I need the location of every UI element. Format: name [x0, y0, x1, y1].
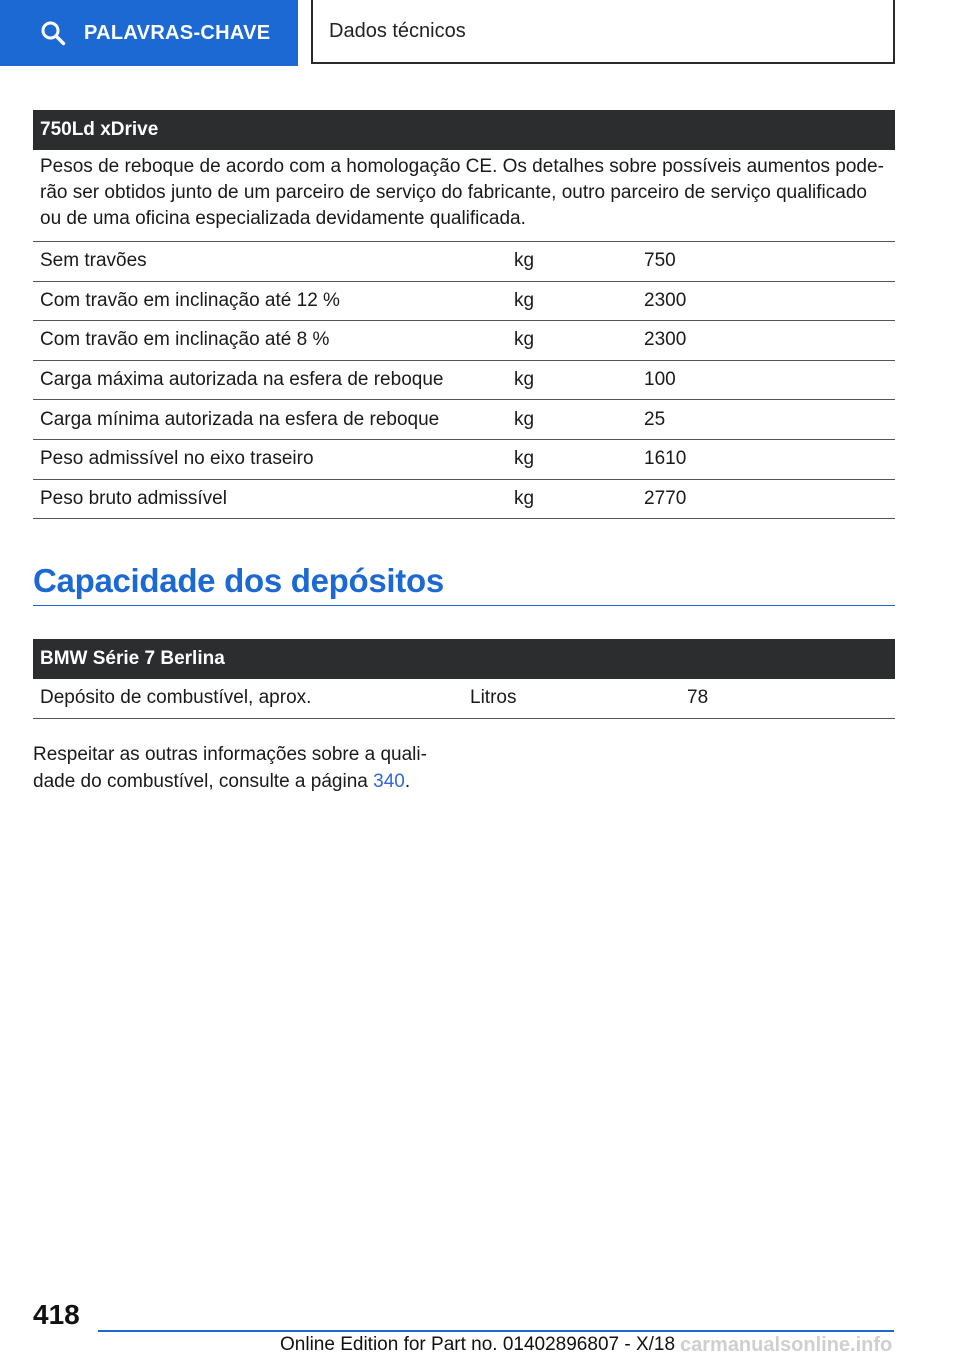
keywords-button[interactable]	[0, 0, 298, 66]
row-unit: kg	[514, 250, 535, 272]
table-row	[33, 282, 895, 322]
capacity-table	[33, 639, 895, 719]
row-value: 78	[687, 687, 709, 709]
chapter-title-text: Dados técnicos	[329, 19, 466, 42]
table-note: Pesos de reboque de acordo com a homologação CE. Os detalhes sobre possíveis aumentos pode-rão ser obtidos junto de um parceiro de serviço do fabricante, outro parceiro de serviço qualificado ou de uma oficina especializada devidamente qualificada.	[33, 150, 895, 242]
keywords-button-label: PALAVRAS-CHAVE	[84, 21, 271, 44]
row-label: Carga máxima autorizada na esfera de reboque	[40, 369, 444, 391]
page-number: 418	[33, 1299, 80, 1330]
row-label: Peso bruto admissível	[40, 487, 227, 509]
row-value: 750	[644, 250, 676, 272]
table-body	[33, 679, 895, 719]
edition-text: Online Edition for Part no. 01402896807 - X/18	[280, 1334, 676, 1355]
row-value: 2300	[644, 289, 687, 311]
row-label: Peso admissível no eixo traseiro	[40, 448, 314, 470]
row-value: 1610	[644, 448, 687, 470]
table-body	[33, 242, 895, 519]
note-end: .	[404, 771, 411, 792]
footer-divider	[98, 1330, 894, 1332]
row-unit: kg	[514, 329, 535, 351]
section-title: Capacidade dos depósitos	[33, 562, 895, 606]
note-text: Respeitar as outras informações sobre a quali-dade do combustível, consulte a página	[33, 744, 427, 792]
fuel-quality-note	[33, 741, 453, 795]
row-value: 2770	[644, 487, 687, 509]
search-icon	[40, 20, 66, 46]
table-row	[33, 361, 895, 401]
row-value: 100	[644, 369, 676, 391]
table-row	[33, 400, 895, 440]
row-unit: kg	[514, 289, 535, 311]
row-unit: kg	[514, 408, 535, 430]
row-label: Com travão em inclinação até 12 %	[40, 289, 340, 311]
chapter-title	[311, 0, 895, 64]
row-label: Carga mínima autorizada na esfera de reboque	[40, 408, 440, 430]
page-link[interactable]: 340	[373, 771, 405, 792]
table-row	[33, 480, 895, 520]
table-row	[33, 321, 895, 361]
table-row	[33, 440, 895, 480]
row-unit: Litros	[470, 687, 517, 709]
row-value: 25	[644, 408, 666, 430]
table-header: 750Ld xDrive	[33, 110, 895, 150]
row-label: Depósito de combustível, aprox.	[40, 687, 312, 709]
watermark: carmanualsonline.info	[680, 1334, 893, 1356]
row-value: 2300	[644, 329, 687, 351]
row-unit: kg	[514, 487, 535, 509]
table-row	[33, 679, 895, 719]
row-label: Sem travões	[40, 250, 147, 272]
trailer-weights-table	[33, 110, 895, 519]
table-row	[33, 242, 895, 282]
table-header: BMW Série 7 Berlina	[33, 639, 895, 679]
row-label: Com travão em inclinação até 8 %	[40, 329, 330, 351]
row-unit: kg	[514, 369, 535, 391]
row-unit: kg	[514, 448, 535, 470]
